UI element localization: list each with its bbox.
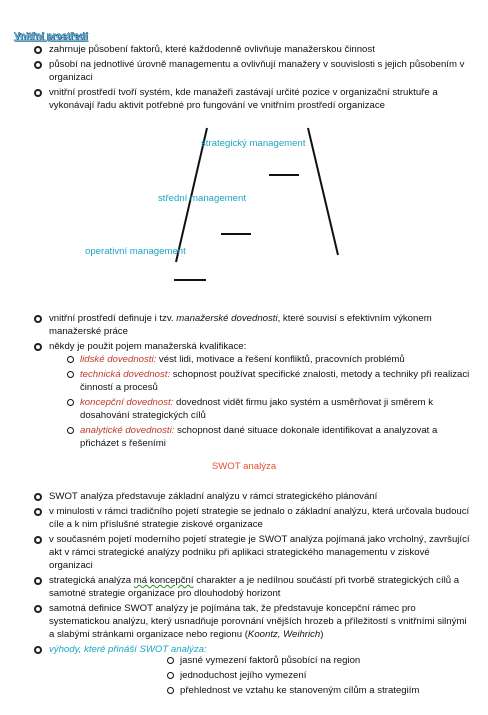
advantages-sublist [166, 654, 466, 699]
item-text: , které souvisí s efektivním výkonem manažerské práce [49, 313, 432, 337]
advantage-text: jednoduchost jejího vymezení [180, 670, 307, 681]
level-divider [174, 279, 206, 281]
circle-bullet-icon [67, 356, 74, 363]
list-item [33, 490, 473, 503]
item-text: výhody, které přináší SWOT analýza: [49, 644, 207, 655]
bullet-icon [34, 577, 42, 585]
circle-bullet-icon [67, 371, 74, 378]
sub-list-item [66, 396, 473, 422]
skills-sublist [66, 353, 473, 452]
sub-list-item [166, 684, 466, 697]
list-item [33, 533, 473, 572]
bullet-icon [34, 493, 42, 501]
skill-term: koncepční dovednost: [80, 397, 174, 408]
list-item [33, 602, 473, 641]
bullet-icon [34, 536, 42, 544]
item-text: působí na jednotlivé úrovně managementu a ovlivňují manažery v souvislosti s jejich působením v organizaci [49, 59, 465, 83]
spellcheck-underlined-text: má koncepční [133, 575, 194, 586]
advantage-text: přehlednost ve vztahu ke stanoveným cílům a strategiím [180, 685, 420, 696]
section-heading: Vnitřní prostředí [14, 31, 88, 42]
circle-bullet-icon [167, 687, 174, 694]
emphasis-text: manažerské dovednosti [176, 313, 278, 324]
sub-list-item [166, 654, 466, 667]
item-text: strategická analýza [49, 575, 134, 586]
item-text: někdy je použit pojem manažerská kvalifikace: [49, 341, 247, 352]
bullet-icon [34, 315, 42, 323]
skill-description: dovednost vidět firmu jako systém a usměrňovat ji směrem k dosahování strategických cílů [80, 397, 434, 421]
skill-description: schopnost dané situace dokonale identifikovat a analyzovat a přicházet s řešeními [80, 425, 438, 449]
item-text: v minulosti v rámci tradičního pojetí strategie se jednalo o základní analýzu, která určovala budoucí cíle a k nim příslušné strategie ziskové organizace [49, 506, 470, 530]
item-text: vnitřní prostředí definuje i tzv. [49, 313, 177, 324]
list-item [33, 312, 473, 338]
sub-list-item [66, 353, 473, 366]
level-divider [221, 233, 251, 235]
strategic-level-label: strategický management [201, 138, 306, 149]
middle-level-label: střední management [158, 193, 246, 204]
skill-description: schopnost používat specifické znalosti, metody a techniky při realizaci činností a procesů [80, 369, 470, 393]
item-text: v současném pojetí moderního pojetí strategie je SWOT analýza pojímaná jako vrcholný, završující akt v rámci strategické analýzy podniku při aplikaci strategického managementu v ziskové organizaci [49, 534, 470, 571]
skill-term: technická dovednost: [80, 369, 171, 380]
swot-heading: SWOT analýza [211, 461, 277, 472]
skill-term: analytické dovednosti: [80, 425, 175, 436]
right-slope-line [308, 128, 338, 255]
circle-bullet-icon [167, 672, 174, 679]
sub-list-item [166, 669, 466, 682]
operational-level-label: operativní management [85, 246, 186, 257]
bullet-icon [34, 343, 42, 351]
item-text: samotná definice SWOT analýzy je pojímána tak, že představuje koncepční rámec pro systematickou analýzu, který usnadňuje porovnání vnějších hrozeb a příležitostí s vnitřními silnými a slabými stránkami organizace nebo regionu ( [49, 603, 467, 640]
advantage-text: jasné vymezení faktorů působící na region [180, 655, 361, 666]
bullet-icon [34, 646, 42, 654]
circle-bullet-icon [67, 399, 74, 406]
item-text: charakter a je nedílnou součástí při tvorbě strategických cílů a samotné strategie organizace pro dlouhodobý horizont [49, 575, 460, 599]
management-levels-diagram [0, 0, 488, 300]
item-text: SWOT analýza představuje základní analýzu v rámci strategického plánování [49, 491, 378, 502]
bullet-icon [34, 605, 42, 613]
sub-list-item [66, 424, 473, 450]
citation-text: Koontz, Weihrich [247, 629, 321, 640]
item-text: zahrnuje působení faktorů, které každodenně ovlivňuje manažerskou činnost [49, 44, 375, 55]
list-item [33, 505, 473, 531]
item-text: vnitřní prostředí tvoří systém, kde manažeři zastávají určité pozice v organizační struktuře a vykonávají řadu aktivit potřebné pro fungování ve vnitřním prostředí organizace [49, 87, 438, 111]
skill-description: vést lidi, motivace a řešení konfliktů, pracovních problémů [156, 354, 405, 365]
list-item [33, 340, 473, 353]
level-divider [269, 174, 299, 176]
sub-list-item [66, 368, 473, 394]
skills-list [33, 312, 473, 355]
swot-list [33, 490, 473, 658]
item-text: ) [320, 629, 324, 640]
skill-term: lidské dovednosti: [80, 354, 157, 365]
list-item [33, 574, 473, 600]
circle-bullet-icon [67, 427, 74, 434]
bullet-icon [34, 508, 42, 516]
circle-bullet-icon [167, 657, 174, 664]
